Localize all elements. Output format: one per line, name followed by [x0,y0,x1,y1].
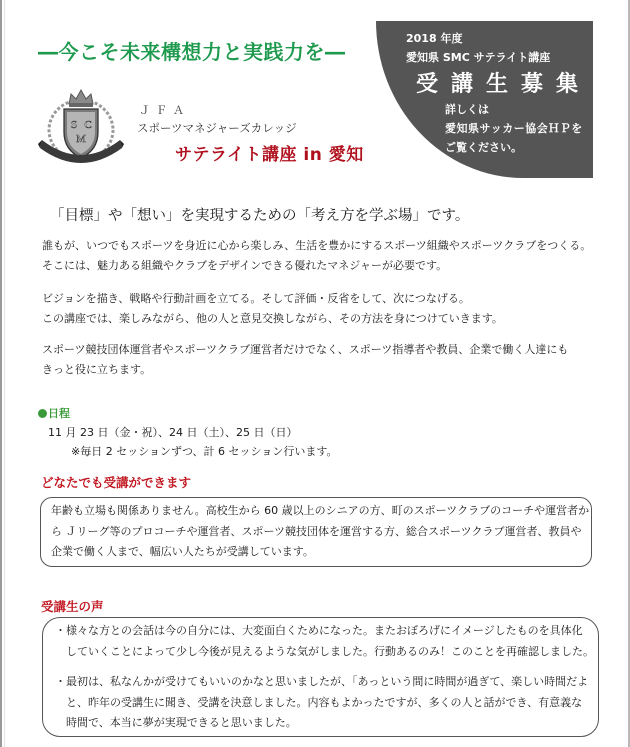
voice-line: ・最初は、私なんかが受けてもいいのかなと思いましたが、「あっという間に時間が過ぎて、楽しい時間だよ [55,675,589,688]
paragraph-line: そこには、魅力ある組織やクラブをデザインできる優れたマネジャーが必要です。 [42,259,448,272]
promo-detail-line: 詳しくは [445,103,489,116]
promo-year: 2018 年度 [406,32,463,45]
paragraph-line: スポーツ競技団体運営者やスポーツクラブ運営者だけでなく、スポーツ指導者や教員、企業で働く人達にも [42,343,569,356]
voice-line: していくことによって少し今後が見えるような気がしました。行動あるのみ！このことを再確認しました。 [66,644,594,658]
intro-paragraph [42,236,591,276]
page-border-left [0,0,2,747]
eligibility-line: 企業で働く人まで、幅広い人たちが受講しています。 [51,545,314,558]
method-paragraph [42,289,503,329]
svg-text:C: C [84,119,92,131]
svg-text:M: M [76,133,86,145]
schedule-dates: 11 月 23 日（金・祝）、24 日（土）、25 日（日） [48,426,298,439]
promo-course: 愛知県 SMC サテライト講座 [406,51,551,64]
voices-title: 受講生の声 [41,599,104,614]
audience-paragraph [42,340,568,380]
eligibility-line: ら Ｊリーグ等のプロコーチや運営者、スポーツ競技団体を運営する方、総合スポーツクラブ運営者、教員や [51,524,582,538]
voice-line: ・様々な方との会話は今の自分には、大変面白くためになった。またおぼろげにイメージしたものを具体化 [55,624,583,637]
voice-line: と、昨年の受講生に聞き、受講を決意しました。内容もよかったですが、多くの人と話ができ、有意義な [66,695,583,709]
voice-line: 時間で、本当に夢が実現できると思いました。 [66,716,297,729]
promo-detail-line: ご覧ください。 [445,141,522,154]
eligibility-line: 年齢も立場も関係ありません。高校生から 60 歳以上のシニアの方、町のスポーツクラブのコーチや運営者か [51,504,590,517]
voice-item [55,621,594,662]
tagline: 「目標」や「想い」を実現するための「考え方を学ぶ場」です。 [50,208,470,224]
bullet-dot-icon [38,409,47,418]
promo-detail-line: 愛知県サッカー協会ＨＰを [445,122,583,135]
paragraph-line: ビジョンを描き、戦略や行動計画を立てる。そして評価・反省をして、次につなげる。 [42,292,470,305]
promo-recruit-heading: 受講生募集 [416,72,592,97]
paragraph-line: この講座では、楽しみながら、他の人と意見交換しながら、その方法を身につけていきます。 [42,312,503,325]
course-title: サテライト講座 in 愛知 [175,145,364,165]
schedule-heading [38,405,70,421]
voice-item [55,672,588,734]
college-name: スポーツマネジャーズカレッジ [137,121,297,135]
eligibility-text [51,501,589,563]
schedule-heading-label: 日程 [48,407,70,420]
jfa-label: ＪＦＡ [139,104,190,117]
paragraph-line: きっと役に立ちます。 [42,363,152,376]
smc-crest-logo-icon [38,84,124,170]
paragraph-line: 誰もが、いつでもスポーツを身近に心から楽しみ、生活を豊かにするスポーツ組織やスポーツクラブをつくる。 [42,239,592,252]
headline: ―今こそ未来構想力と実践力を― [38,40,346,64]
schedule-note: ※毎日 2 セッションずつ、計 6 セッション行います。 [71,445,338,458]
svg-text:S: S [70,119,78,131]
eligibility-title: どなたでも受講ができます [41,475,192,490]
page-border-left-inner [4,0,5,747]
